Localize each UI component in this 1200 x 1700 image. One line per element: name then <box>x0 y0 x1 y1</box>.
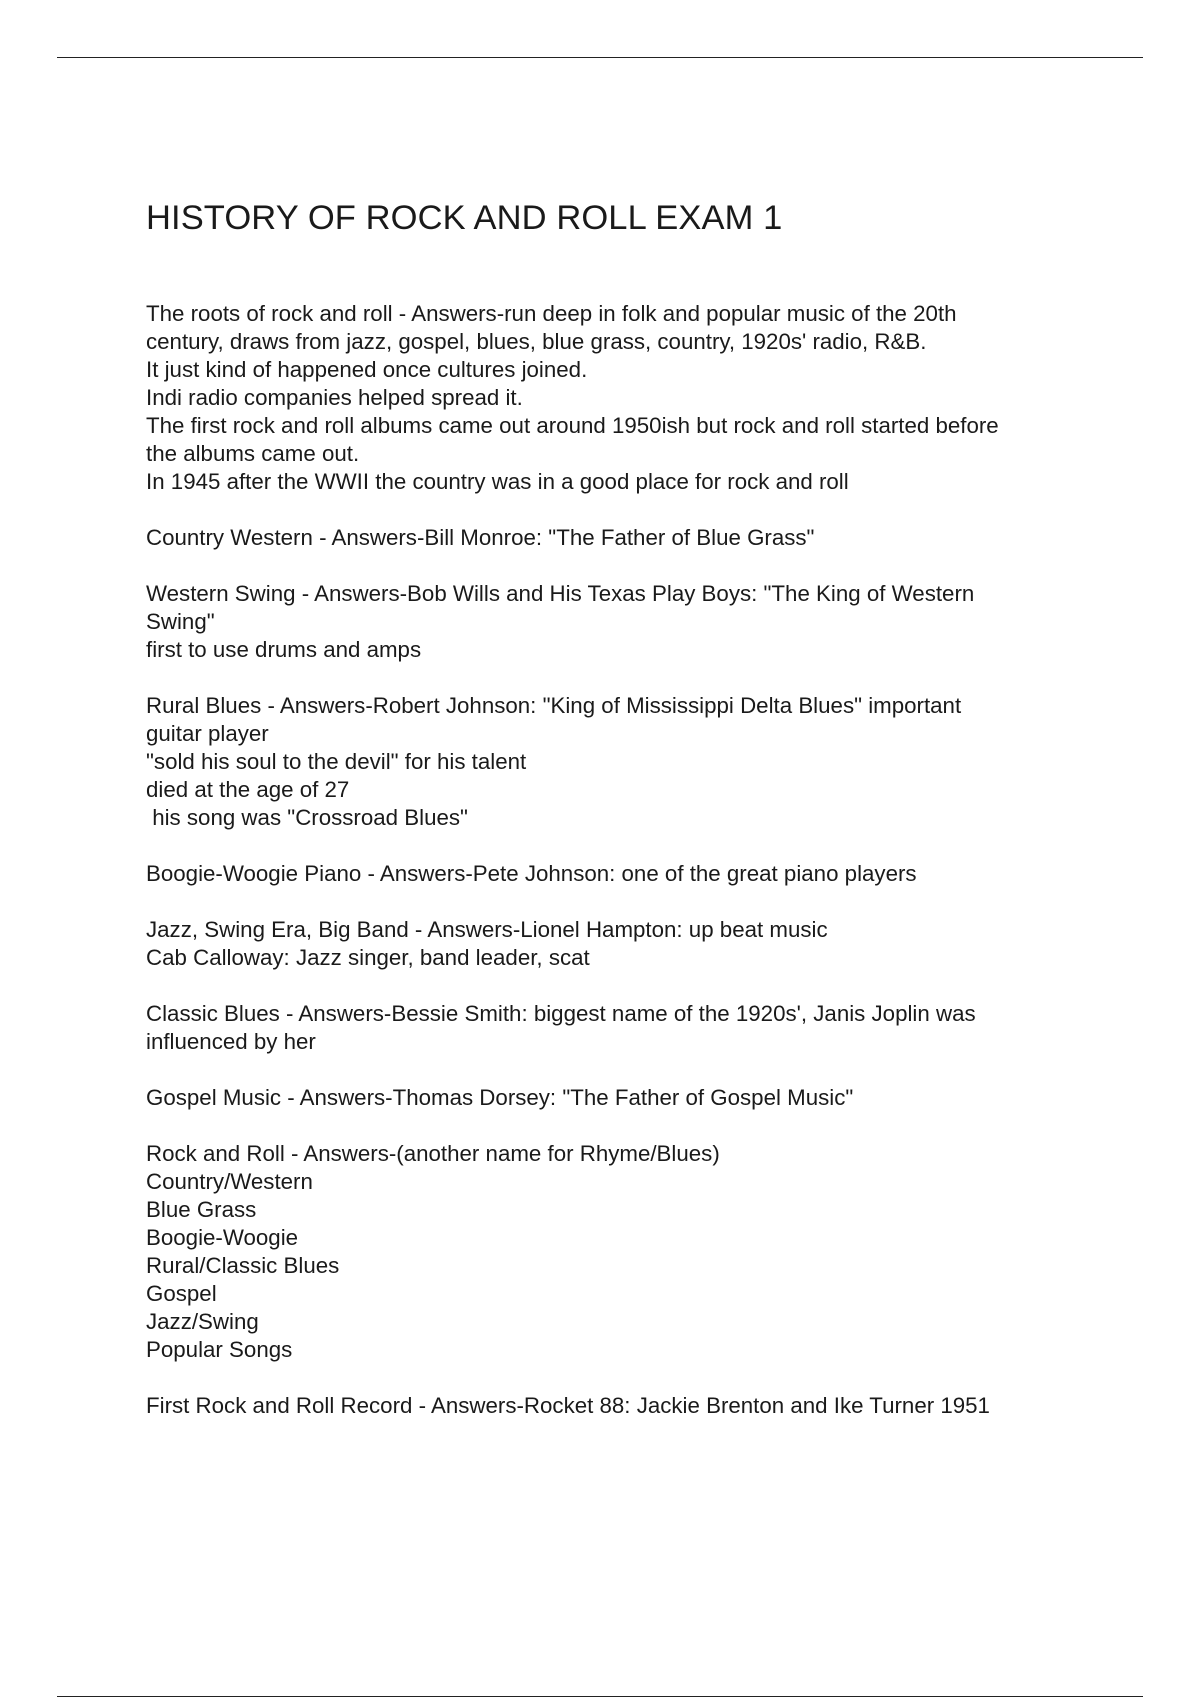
entry-line: Popular Songs <box>146 1337 293 1362</box>
entry-line: It just kind of happened once cultures joined. <box>146 357 588 382</box>
entry-line: First Rock and Roll Record - Answers-Rocket 88: Jackie Brenton and Ike Turner 1951 <box>146 1393 990 1418</box>
entry-line: influenced by her <box>146 1029 316 1054</box>
entry-line: Boogie-Woogie <box>146 1225 299 1250</box>
bottom-rule <box>57 1696 1143 1697</box>
entry-line: died at the age of 27 <box>146 777 350 802</box>
entry-line: The first rock and roll albums came out around 1950ish but rock and roll started before <box>146 413 999 438</box>
entry-line: Cab Calloway: Jazz singer, band leader, scat <box>146 945 590 970</box>
entry-first-rock-and-roll-record <box>146 1392 1086 1420</box>
entry-line: In 1945 after the WWII the country was in a good place for rock and roll <box>146 469 849 494</box>
top-rule <box>57 57 1143 58</box>
entry-line: Classic Blues - Answers-Bessie Smith: biggest name of the 1920s', Janis Joplin was <box>146 1001 976 1026</box>
entry-line: Rural/Classic Blues <box>146 1253 340 1278</box>
entry-line: Western Swing - Answers-Bob Wills and His Texas Play Boys: "The King of Western <box>146 581 975 606</box>
entry-line: century, draws from jazz, gospel, blues, blue grass, country, 1920s' radio, R&B. <box>146 329 927 354</box>
entry-line: Indi radio companies helped spread it. <box>146 385 523 410</box>
entry-line: Country/Western <box>146 1169 313 1194</box>
entry-classic-blues <box>146 1000 1086 1056</box>
entry-line: guitar player <box>146 721 269 746</box>
entry-rock-and-roll <box>146 1140 1086 1364</box>
page-title: HISTORY OF ROCK AND ROLL EXAM 1 <box>146 199 783 237</box>
entry-line: the albums came out. <box>146 441 360 466</box>
entry-western-swing <box>146 580 1086 664</box>
entry-line: his song was "Crossroad Blues" <box>146 805 468 830</box>
document-body <box>146 300 1086 1448</box>
entry-jazz-swing-big-band <box>146 916 1086 972</box>
entry-line: Swing" <box>146 609 215 634</box>
entry-line: Jazz/Swing <box>146 1309 259 1334</box>
entry-roots-of-rock-and-roll <box>146 300 1086 496</box>
entry-line: "sold his soul to the devil" for his talent <box>146 749 527 774</box>
entry-country-western <box>146 524 1086 552</box>
entry-line: Country Western - Answers-Bill Monroe: "The Father of Blue Grass" <box>146 525 815 550</box>
entry-line: first to use drums and amps <box>146 637 422 662</box>
entry-line: Gospel <box>146 1281 217 1306</box>
entry-line: Rural Blues - Answers-Robert Johnson: "King of Mississippi Delta Blues" important <box>146 693 962 718</box>
entry-boogie-woogie-piano <box>146 860 1086 888</box>
entry-line: Blue Grass <box>146 1197 257 1222</box>
entry-rural-blues <box>146 692 1086 832</box>
entry-line: Gospel Music - Answers-Thomas Dorsey: "The Father of Gospel Music" <box>146 1085 854 1110</box>
entry-gospel-music <box>146 1084 1086 1112</box>
entry-line: The roots of rock and roll - Answers-run deep in folk and popular music of the 20th <box>146 301 957 326</box>
entry-line: Boogie-Woogie Piano - Answers-Pete Johnson: one of the great piano players <box>146 861 917 886</box>
entry-line: Rock and Roll - Answers-(another name for Rhyme/Blues) <box>146 1141 720 1166</box>
entry-line: Jazz, Swing Era, Big Band - Answers-Lionel Hampton: up beat music <box>146 917 828 942</box>
